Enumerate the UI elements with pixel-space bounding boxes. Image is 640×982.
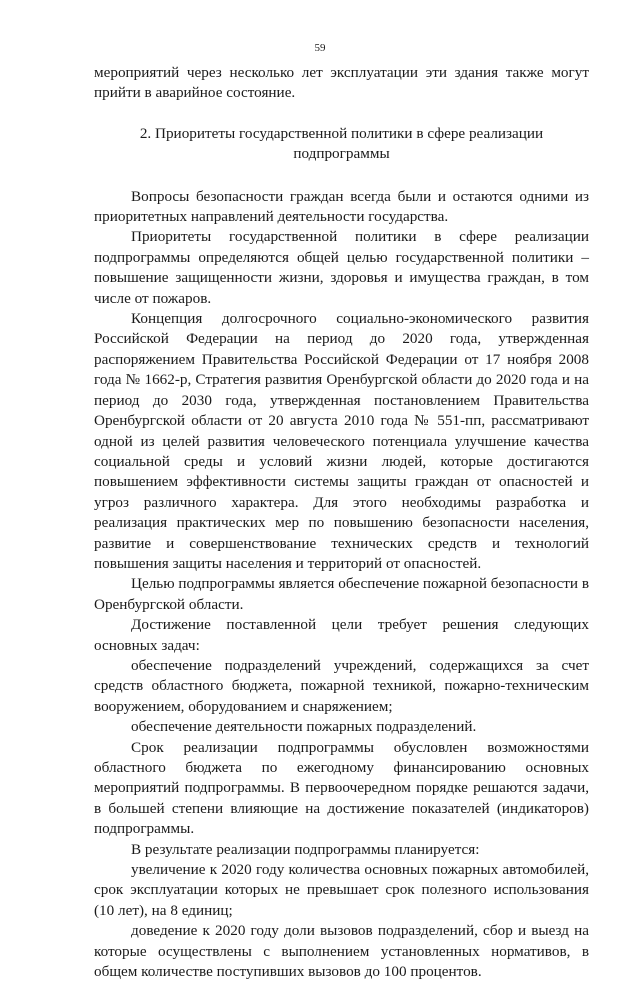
result-item: увеличение к 2020 году количества основных пожарных автомобилей, срок эксплуатации которых не превышает срок полезного использования (10 лет), на 8 единиц; — [94, 861, 589, 919]
paragraph: Концепция долгосрочного социально-экономического развития Российской Федерации на период до 2020 года, утвержденная распоряжением Правительства Российской Федерации от 17 ноября 2008 года № 1662-р, Стратегия развития Оренбургской области до 2020 года и на период до 2030 года, утвержденная постановлением Правительства Оренбургской области от 20 августа 2010 года № 551-пп, рассматривают одной из целей развития человеческого потенциала улучшение качества социальной среды и условий жизни людей, которые достигаются повышением эффективности системы защиты граждан от опасностей и угроз различного характера. Для этого необходимы разработка и реализация практических мер по повышению безопасности населения, развитие и совершенствование технических средств и технологий повышения защиты населения и территорий от опасностей. — [94, 310, 589, 572]
paragraph: Целью подпрограммы является обеспечение пожарной безопасности в Оренбургской области. — [94, 575, 589, 613]
task-item: обеспечение подразделений учреждений, содержащихся за счет средств областного бюджета, пожарной техникой, пожарно-техническим вооружением, оборудованием и снаряжением; — [94, 656, 589, 715]
paragraph: Вопросы безопасности граждан всегда были и остаются одними из приоритетных направлений деятельности государства. — [94, 187, 589, 226]
paragraph: Приоритеты государственной политики в сфере реализации подпрограммы определяются общей целью государственной политики – повышение защищенности жизни, здоровья и имущества граждан, в том числе от пожаров. — [94, 228, 589, 307]
paragraph: В результате реализации подпрограммы планируется: — [131, 840, 480, 858]
paragraph: Срок реализации подпрограммы обусловлен возможностями областного бюджета по ежегодному финансированию основных мероприятий подпрограммы. В первоочередном порядке решаются задачи, в большей степени влияющие на достижение показателей (индикаторов) подпрограммы. — [94, 738, 589, 838]
continuation-paragraph: мероприятий через несколько лет эксплуатации эти здания также могут прийти в аварийное состояние. — [94, 64, 589, 102]
document-body — [94, 63, 589, 982]
section-heading: 2. Приоритеты государственной политики в сфере реализации подпрограммы — [139, 124, 544, 163]
task-item: обеспечение деятельности пожарных подразделений. — [131, 718, 477, 736]
paragraph: Достижение поставленной цели требует решения следующих основных задач: — [94, 616, 589, 654]
page-number: 59 — [314, 42, 326, 54]
result-item: доведение к 2020 году доли вызовов подразделений, сбор и выезд на которые осуществлены с выполнением установленных нормативов, в общем количестве поступивших вызовов до 100 процентов. — [94, 922, 589, 981]
